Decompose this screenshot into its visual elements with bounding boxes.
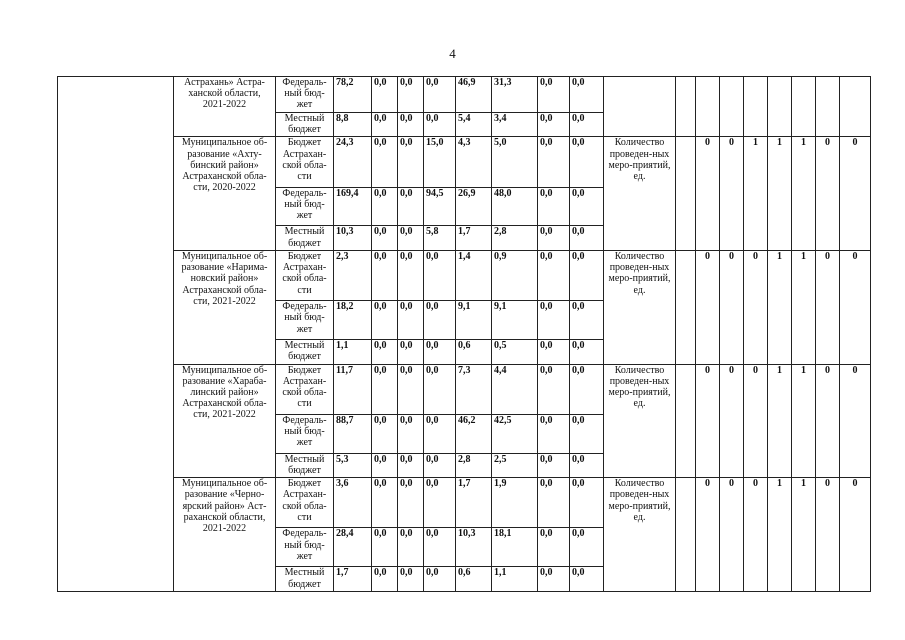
amount-cell: 31,3: [492, 77, 538, 113]
amount-cell: 2,8: [492, 226, 538, 251]
funding-source-cell: Местный бюджет: [276, 567, 334, 592]
amount-cell: 0,0: [372, 340, 398, 365]
amount-cell: 0,0: [372, 137, 398, 187]
amount-cell: 0,0: [398, 301, 424, 340]
amount-cell: 0,0: [538, 77, 570, 113]
target-value-cell: 1: [768, 364, 792, 478]
amount-cell: 0,0: [570, 340, 604, 365]
amount-cell: 0,0: [538, 251, 570, 301]
amount-cell: 0,0: [424, 414, 456, 453]
amount-cell: 0,0: [424, 453, 456, 478]
amount-cell: 0,0: [398, 187, 424, 226]
object-cell: Астрахань» Астра-ханской области, 2021-2022: [174, 77, 276, 137]
amount-cell: 1,9: [492, 478, 538, 528]
amount-cell: 0,0: [538, 453, 570, 478]
amount-cell: 0,0: [372, 478, 398, 528]
target-value-cell: 0: [816, 251, 840, 365]
funding-source-cell: Федераль-ный бюд-жет: [276, 187, 334, 226]
target-value-cell: 0: [816, 364, 840, 478]
amount-cell: 0,0: [538, 340, 570, 365]
spacer-cell: [676, 364, 696, 478]
target-value-cell: 1: [792, 478, 816, 592]
target-value-cell: 0: [744, 364, 768, 478]
target-value-cell: 1: [792, 251, 816, 365]
amount-cell: 5,4: [456, 112, 492, 137]
amount-cell: 0,0: [372, 567, 398, 592]
amount-cell: 0,0: [538, 301, 570, 340]
amount-cell: 3,4: [492, 112, 538, 137]
indicator-cell: Количество проведен-ных меро-приятий, ед.: [604, 364, 676, 478]
funding-source-cell: Федераль-ный бюд-жет: [276, 528, 334, 567]
amount-cell: 0,0: [538, 567, 570, 592]
table-row: [58, 251, 871, 301]
amount-cell: 0,0: [570, 478, 604, 528]
amount-cell: 5,3: [334, 453, 372, 478]
target-value-cell: 0: [720, 137, 744, 251]
target-value-cell: 0: [840, 251, 871, 365]
amount-cell: 0,0: [424, 251, 456, 301]
amount-cell: 0,5: [492, 340, 538, 365]
spacer-cell: [676, 77, 696, 137]
amount-cell: 0,6: [456, 567, 492, 592]
page-number: 4: [449, 46, 456, 61]
amount-cell: 8,8: [334, 112, 372, 137]
amount-cell: 169,4: [334, 187, 372, 226]
amount-cell: 42,5: [492, 414, 538, 453]
funding-source-cell: Бюджет Астрахан-ской обла-сти: [276, 478, 334, 528]
amount-cell: 0,0: [398, 364, 424, 414]
amount-cell: 0,0: [424, 567, 456, 592]
amount-cell: 11,7: [334, 364, 372, 414]
amount-cell: 0,0: [398, 414, 424, 453]
amount-cell: 0,0: [570, 364, 604, 414]
amount-cell: 0,0: [424, 528, 456, 567]
amount-cell: 0,0: [398, 567, 424, 592]
amount-cell: 78,2: [334, 77, 372, 113]
amount-cell: 0,0: [372, 453, 398, 478]
funding-source-cell: Федераль-ный бюд-жет: [276, 414, 334, 453]
indicator-cell: Количество проведен-ных меро-приятий, ед.: [604, 137, 676, 251]
amount-cell: 7,3: [456, 364, 492, 414]
amount-cell: 18,2: [334, 301, 372, 340]
amount-cell: 0,0: [424, 112, 456, 137]
amount-cell: 0,0: [372, 414, 398, 453]
amount-cell: 2,8: [456, 453, 492, 478]
blank-lead-cell: [58, 77, 174, 592]
amount-cell: 0,0: [424, 77, 456, 113]
amount-cell: 0,0: [570, 567, 604, 592]
amount-cell: 5,8: [424, 226, 456, 251]
amount-cell: 0,0: [570, 187, 604, 226]
amount-cell: 48,0: [492, 187, 538, 226]
target-value-cell: 0: [840, 364, 871, 478]
amount-cell: 0,0: [424, 340, 456, 365]
object-cell: Муниципальное об-разование «Черно-ярский район» Аст-раханской области, 2021-2022: [174, 478, 276, 592]
funding-source-cell: Местный бюджет: [276, 340, 334, 365]
table-row: [58, 364, 871, 414]
amount-cell: 0,0: [538, 414, 570, 453]
target-value-cell: 0: [720, 251, 744, 365]
amount-cell: 18,1: [492, 528, 538, 567]
target-value-cell: 1: [792, 137, 816, 251]
funding-source-cell: Федераль-ный бюд-жет: [276, 77, 334, 113]
target-value-cell: 0: [840, 478, 871, 592]
funding-source-cell: Местный бюджет: [276, 453, 334, 478]
amount-cell: 1,1: [334, 340, 372, 365]
amount-cell: 0,0: [424, 364, 456, 414]
amount-cell: 0,0: [538, 226, 570, 251]
object-cell: Муниципальное об-разование «Нарима-новский район» Астраханской обла-сти, 2021-2022: [174, 251, 276, 365]
spacer-cell: [676, 137, 696, 251]
target-value-cell: 0: [720, 364, 744, 478]
target-value-cell: 0: [744, 251, 768, 365]
target-value-cell: 0: [840, 137, 871, 251]
amount-cell: 0,0: [398, 453, 424, 478]
amount-cell: 0,0: [424, 301, 456, 340]
amount-cell: 2,3: [334, 251, 372, 301]
amount-cell: 2,5: [492, 453, 538, 478]
amount-cell: 1,7: [456, 226, 492, 251]
target-value-cell: 1: [744, 137, 768, 251]
target-value-cell: 0: [816, 478, 840, 592]
amount-cell: 5,0: [492, 137, 538, 187]
amount-cell: 0,0: [372, 226, 398, 251]
amount-cell: 0,0: [570, 301, 604, 340]
amount-cell: 15,0: [424, 137, 456, 187]
amount-cell: 0,0: [372, 77, 398, 113]
amount-cell: 88,7: [334, 414, 372, 453]
amount-cell: 1,1: [492, 567, 538, 592]
amount-cell: 28,4: [334, 528, 372, 567]
amount-cell: 0,0: [570, 77, 604, 113]
target-value-cell: 0: [696, 137, 720, 251]
amount-cell: 0,0: [538, 528, 570, 567]
amount-cell: 0,0: [538, 187, 570, 226]
target-value-cell: 1: [792, 364, 816, 478]
amount-cell: 46,2: [456, 414, 492, 453]
target-value-cell: [768, 77, 792, 137]
target-value-cell: 0: [744, 478, 768, 592]
target-value-cell: 0: [816, 137, 840, 251]
table-row: [58, 137, 871, 187]
amount-cell: 0,0: [372, 301, 398, 340]
amount-cell: 9,1: [456, 301, 492, 340]
amount-cell: 0,0: [372, 364, 398, 414]
indicator-cell: Количество проведен-ных меро-приятий, ед.: [604, 478, 676, 592]
indicator-cell: [604, 77, 676, 137]
amount-cell: 0,6: [456, 340, 492, 365]
amount-cell: 0,0: [538, 112, 570, 137]
amount-cell: 0,0: [372, 251, 398, 301]
amount-cell: 4,3: [456, 137, 492, 187]
amount-cell: 0,0: [398, 340, 424, 365]
spacer-cell: [676, 478, 696, 592]
amount-cell: 10,3: [334, 226, 372, 251]
amount-cell: 0,0: [398, 478, 424, 528]
funding-source-cell: Местный бюджет: [276, 226, 334, 251]
target-value-cell: 1: [768, 137, 792, 251]
amount-cell: 0,0: [398, 251, 424, 301]
amount-cell: 0,9: [492, 251, 538, 301]
amount-cell: 0,0: [424, 478, 456, 528]
target-value-cell: 0: [696, 364, 720, 478]
amount-cell: 0,0: [570, 528, 604, 567]
funding-source-cell: Бюджет Астрахан-ской обла-сти: [276, 137, 334, 187]
amount-cell: 0,0: [538, 478, 570, 528]
object-cell: Муниципальное об-разование «Ахту-бинский район» Астраханской обла-сти, 2020-2022: [174, 137, 276, 251]
amount-cell: 0,0: [398, 112, 424, 137]
amount-cell: 0,0: [570, 251, 604, 301]
amount-cell: 0,0: [398, 77, 424, 113]
program-funding-table: [57, 76, 871, 592]
target-value-cell: 0: [696, 478, 720, 592]
amount-cell: 1,4: [456, 251, 492, 301]
target-value-cell: 0: [720, 478, 744, 592]
target-value-cell: [816, 77, 840, 137]
amount-cell: 0,0: [372, 112, 398, 137]
amount-cell: 10,3: [456, 528, 492, 567]
target-value-cell: 0: [696, 251, 720, 365]
indicator-cell: Количество проведен-ных меро-приятий, ед.: [604, 251, 676, 365]
amount-cell: 0,0: [570, 453, 604, 478]
amount-cell: 0,0: [372, 528, 398, 567]
amount-cell: 0,0: [398, 226, 424, 251]
amount-cell: 94,5: [424, 187, 456, 226]
target-value-cell: [744, 77, 768, 137]
target-value-cell: 1: [768, 478, 792, 592]
amount-cell: 0,0: [398, 528, 424, 567]
amount-cell: 1,7: [334, 567, 372, 592]
amount-cell: 0,0: [372, 187, 398, 226]
table-row: [58, 77, 871, 113]
amount-cell: 0,0: [538, 137, 570, 187]
amount-cell: 46,9: [456, 77, 492, 113]
amount-cell: 0,0: [570, 414, 604, 453]
amount-cell: 4,4: [492, 364, 538, 414]
amount-cell: 0,0: [570, 137, 604, 187]
spacer-cell: [676, 251, 696, 365]
amount-cell: 24,3: [334, 137, 372, 187]
target-value-cell: [696, 77, 720, 137]
amount-cell: 0,0: [570, 226, 604, 251]
target-value-cell: [792, 77, 816, 137]
target-value-cell: [840, 77, 871, 137]
funding-source-cell: Местный бюджет: [276, 112, 334, 137]
amount-cell: 0,0: [538, 364, 570, 414]
amount-cell: 26,9: [456, 187, 492, 226]
amount-cell: 3,6: [334, 478, 372, 528]
amount-cell: 0,0: [398, 137, 424, 187]
amount-cell: 0,0: [570, 112, 604, 137]
amount-cell: 9,1: [492, 301, 538, 340]
funding-source-cell: Бюджет Астрахан-ской обла-сти: [276, 364, 334, 414]
target-value-cell: 1: [768, 251, 792, 365]
amount-cell: 1,7: [456, 478, 492, 528]
funding-source-cell: Федераль-ный бюд-жет: [276, 301, 334, 340]
object-cell: Муниципальное об-разование «Хараба-линский район» Астраханской обла-сти, 2021-2022: [174, 364, 276, 478]
target-value-cell: [720, 77, 744, 137]
funding-source-cell: Бюджет Астрахан-ской обла-сти: [276, 251, 334, 301]
table-row: [58, 478, 871, 528]
